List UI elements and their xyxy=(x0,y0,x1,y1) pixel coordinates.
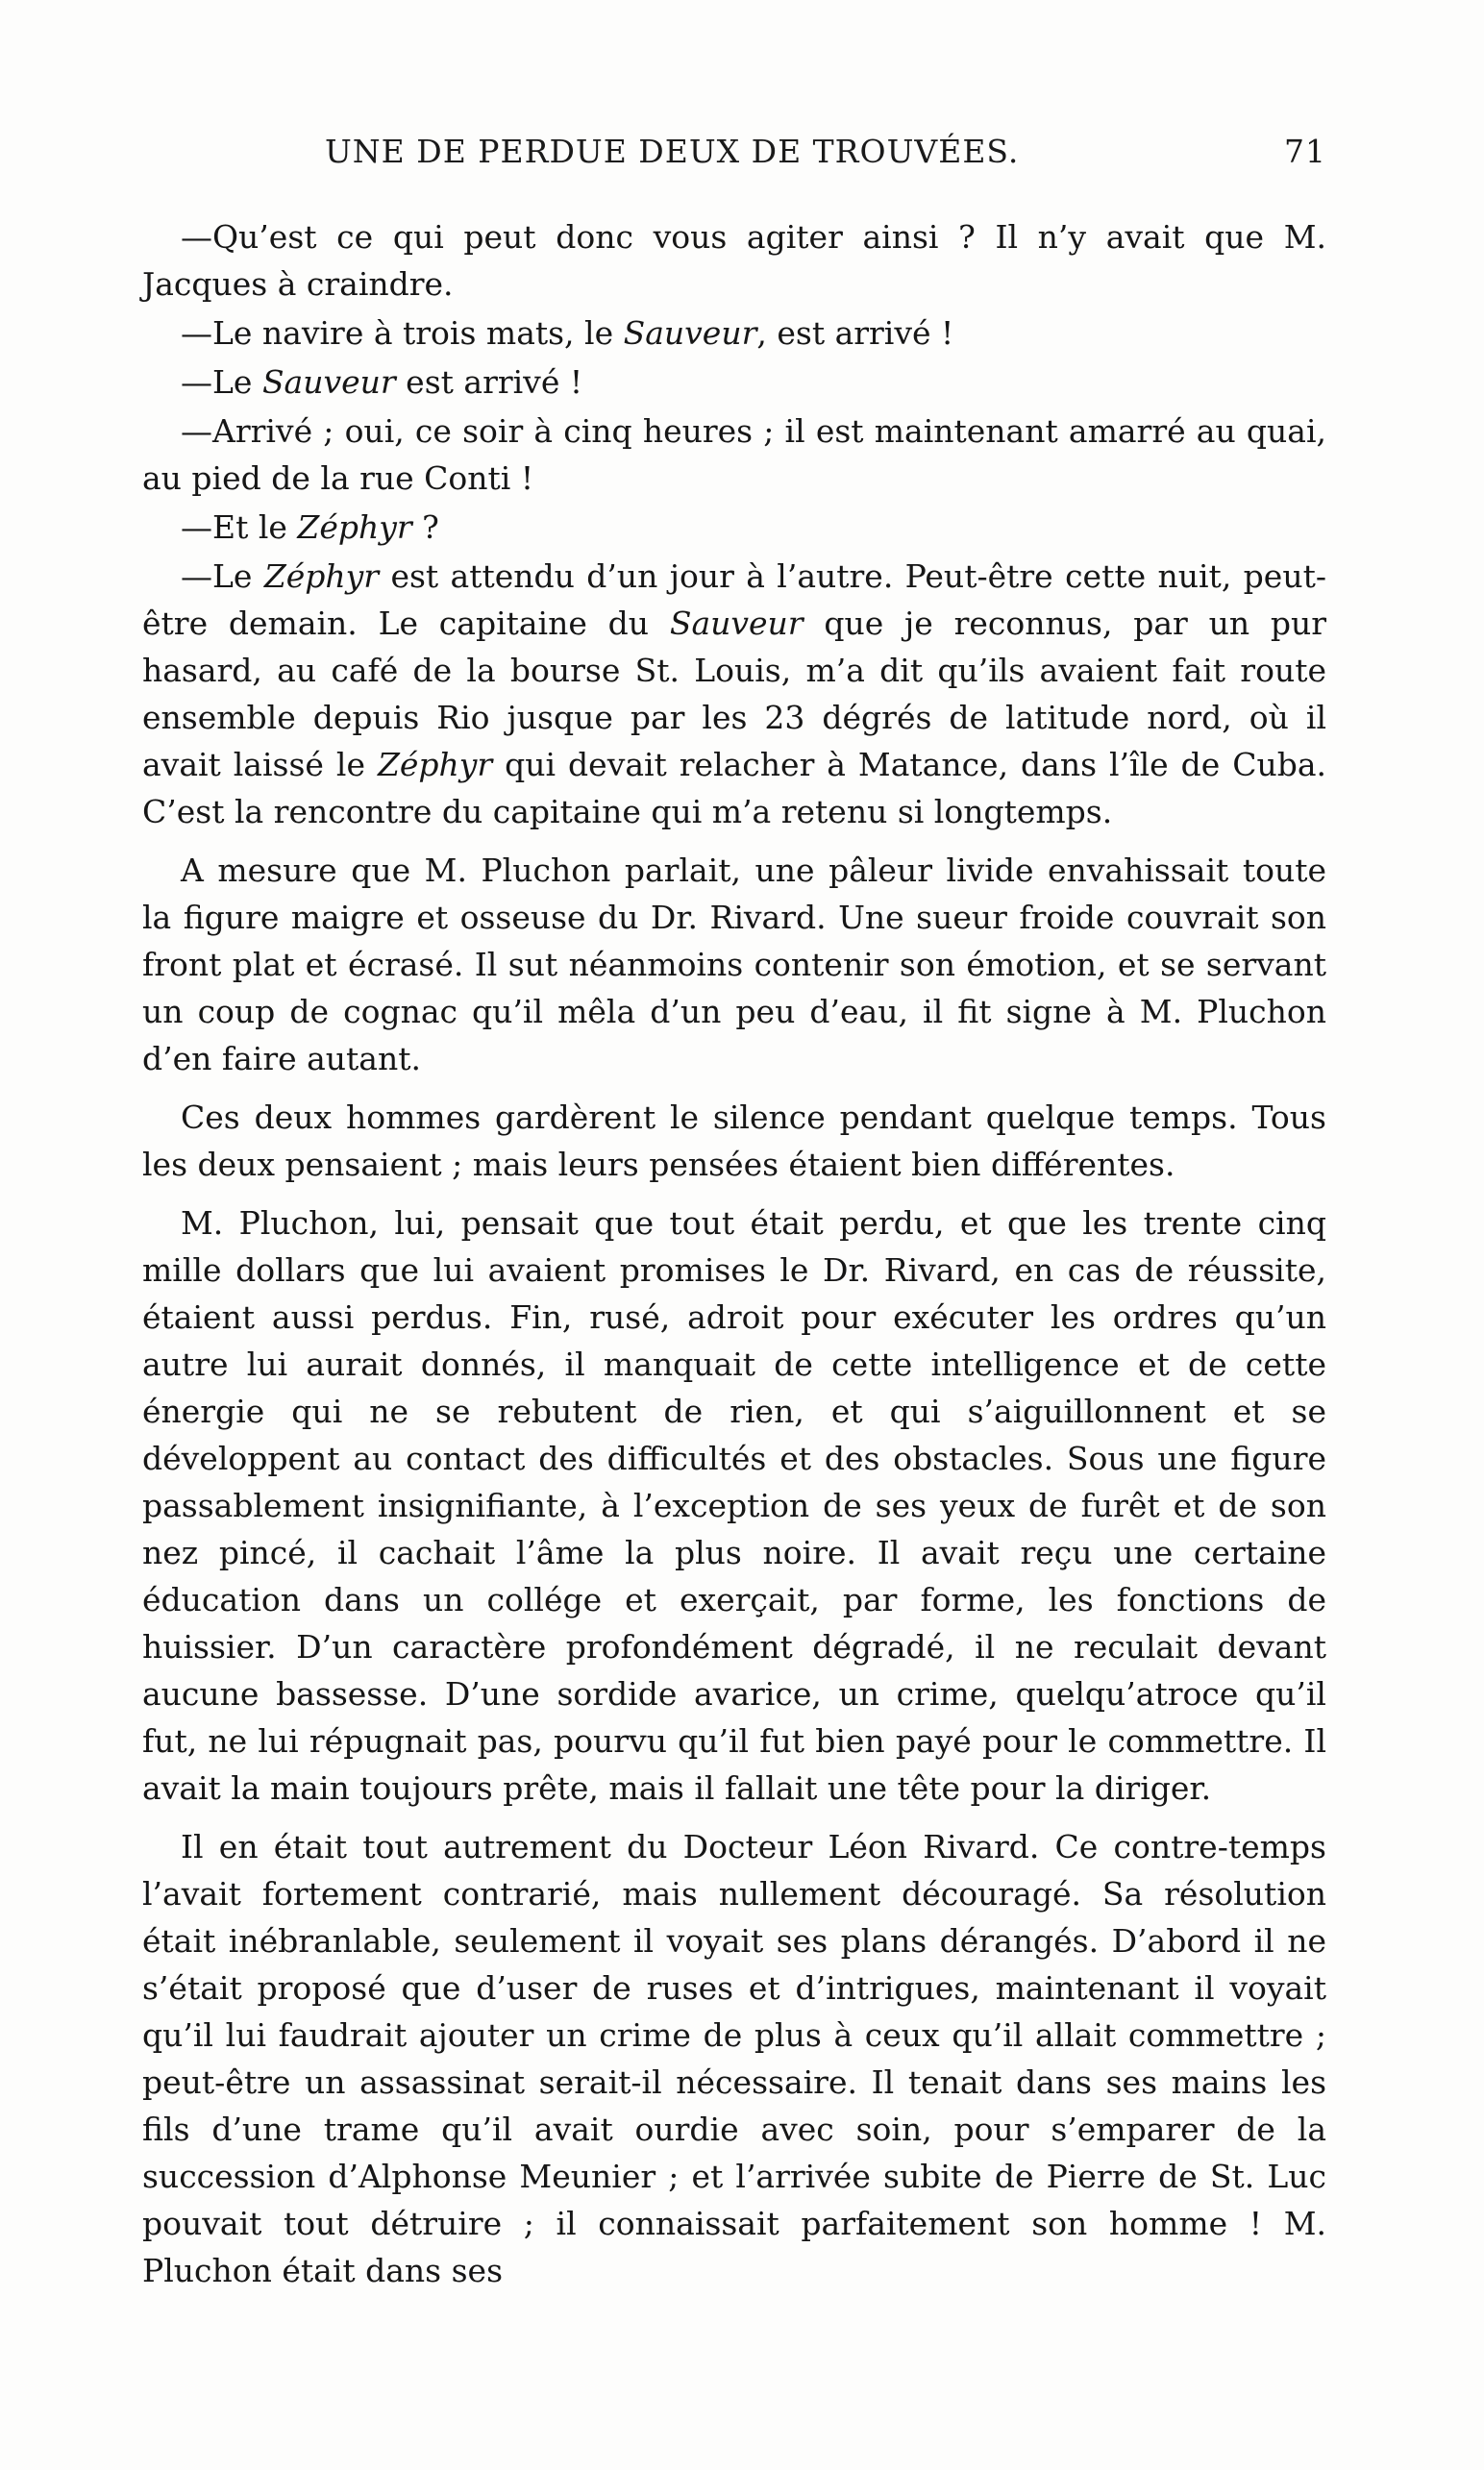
body-text xyxy=(142,213,1326,2296)
text-run: —Et le xyxy=(181,508,298,546)
text-run: qui devait relacher à Matance, dans l’île de Cuba. C’est la rencontre du capitaine qui m’a retenu si longtemps. xyxy=(142,746,1326,830)
paragraph xyxy=(142,1823,1326,2294)
paragraph xyxy=(142,553,1326,835)
text-run: A mesure que M. Pluchon parlait, une pâleur livide envahissait toute la figure maigre et osseuse du Dr. Rivard. Une sueur froide couvrait son front plat et écrasé. Il sut néanmoins contenir son émotion, et se servant un coup de cognac qu’il mêla d’un peu d’eau, il fit signe à M. Pluchon d’en faire autant. xyxy=(142,852,1326,1077)
paragraph xyxy=(142,847,1326,1082)
italic-ship-name: Zéphyr xyxy=(263,557,380,595)
paragraph xyxy=(142,1199,1326,1812)
text-run: —Arrivé ; oui, ce soir à cinq heures ; il est maintenant amarré au quai, au pied de la rue Conti ! xyxy=(142,412,1326,497)
text-run: ? xyxy=(411,508,439,546)
paragraph xyxy=(142,408,1326,502)
page-header xyxy=(142,133,1326,190)
italic-ship-name: Sauveur xyxy=(669,605,804,642)
paragraph xyxy=(142,1094,1326,1188)
text-run: est arrivé ! xyxy=(395,363,583,401)
italic-ship-name: Sauveur xyxy=(623,314,757,352)
page-number: 71 xyxy=(1284,133,1326,170)
text-run: que je reconnus, par un pur hasard, au café de la bourse St. Louis, m’a dit qu’ils avaient fait route ensemble depuis Rio jusque par les 23 dégrés de latitude nord, où il avait laissé le xyxy=(142,605,1327,783)
paragraph xyxy=(142,213,1326,308)
text-run: —Qu’est ce qui peut donc vous agiter ainsi ? Il n’y avait que M. Jacques à craindre. xyxy=(142,218,1326,303)
text-run: —Le xyxy=(181,557,264,595)
italic-ship-name: Zéphyr xyxy=(297,508,412,546)
text-run: —Le xyxy=(181,363,262,401)
text-run: M. Pluchon, lui, pensait que tout était perdu, et que les trente cinq mille dollars que lui avaient promises le Dr. Rivard, en cas de réussite, étaient aussi perdus. Fin, rusé, adroit pour exécuter les ordres qu’un autre lui aurait donnés, il manquait de cette intelligence et de cette énergie qui ne se rebutent de rien, et qui s’aiguillonnent et se développent au contact des difficultés et des obstacles. Sous une figure passablement insignifiante, à l’exception de ses yeux de furêt et de son nez pincé, il cachait l’âme la plus noire. Il avait reçu une certaine éducation dans un collége et exerçait, par forme, les fonctions de huissier. D’un caractère profondément dégradé, il ne reculait devant aucune bassesse. D’une sordide avarice, un crime, quelqu’atroce qu’il fut, ne lui répugnait pas, pourvu qu’il fut bien payé pour le commettre. Il avait la main toujours prête, mais il fallait une tête pour la diriger. xyxy=(142,1204,1326,1807)
text-run: Ces deux hommes gardèrent le silence pendant quelque temps. Tous les deux pensaient ; mais leurs pensées étaient bien différentes. xyxy=(142,1099,1326,1183)
italic-ship-name: Zéphyr xyxy=(377,746,493,783)
text-run: —Le navire à trois mats, le xyxy=(181,314,624,352)
paragraph xyxy=(142,358,1326,406)
text-run: , est arrivé ! xyxy=(756,314,954,352)
running-title: UNE DE PERDUE DEUX DE TROUVÉES. xyxy=(325,133,1020,170)
text-run: Il en était tout autrement du Docteur Léon Rivard. Ce contre-temps l’avait fortement contrarié, mais nullement découragé. Sa résolution était inébranlable, seulement il voyait ses plans dérangés. D’abord il ne s’était proposé que d’user de ruses et d’intrigues, maintenant il voyait qu’il lui faudrait ajouter un crime de plus à ceux qu’il allait commettre ; peut-être un assassinat serait-il nécessaire. Il tenait dans ses mains les fils d’une trame qu’il avait ourdie avec soin, pour s’emparer de la succession d’Alphonse Meunier ; et l’arrivée subite de Pierre de St. Luc pouvait tout détruire ; il connaissait parfaitement son homme ! M. Pluchon était dans ses xyxy=(142,1828,1326,2289)
text-run: est attendu d’un jour à l’autre. Peut-être cette nuit, peut-être demain. Le capitaine du xyxy=(142,557,1326,642)
paragraph xyxy=(142,504,1326,551)
italic-ship-name: Sauveur xyxy=(261,363,396,401)
paragraph xyxy=(142,309,1326,357)
